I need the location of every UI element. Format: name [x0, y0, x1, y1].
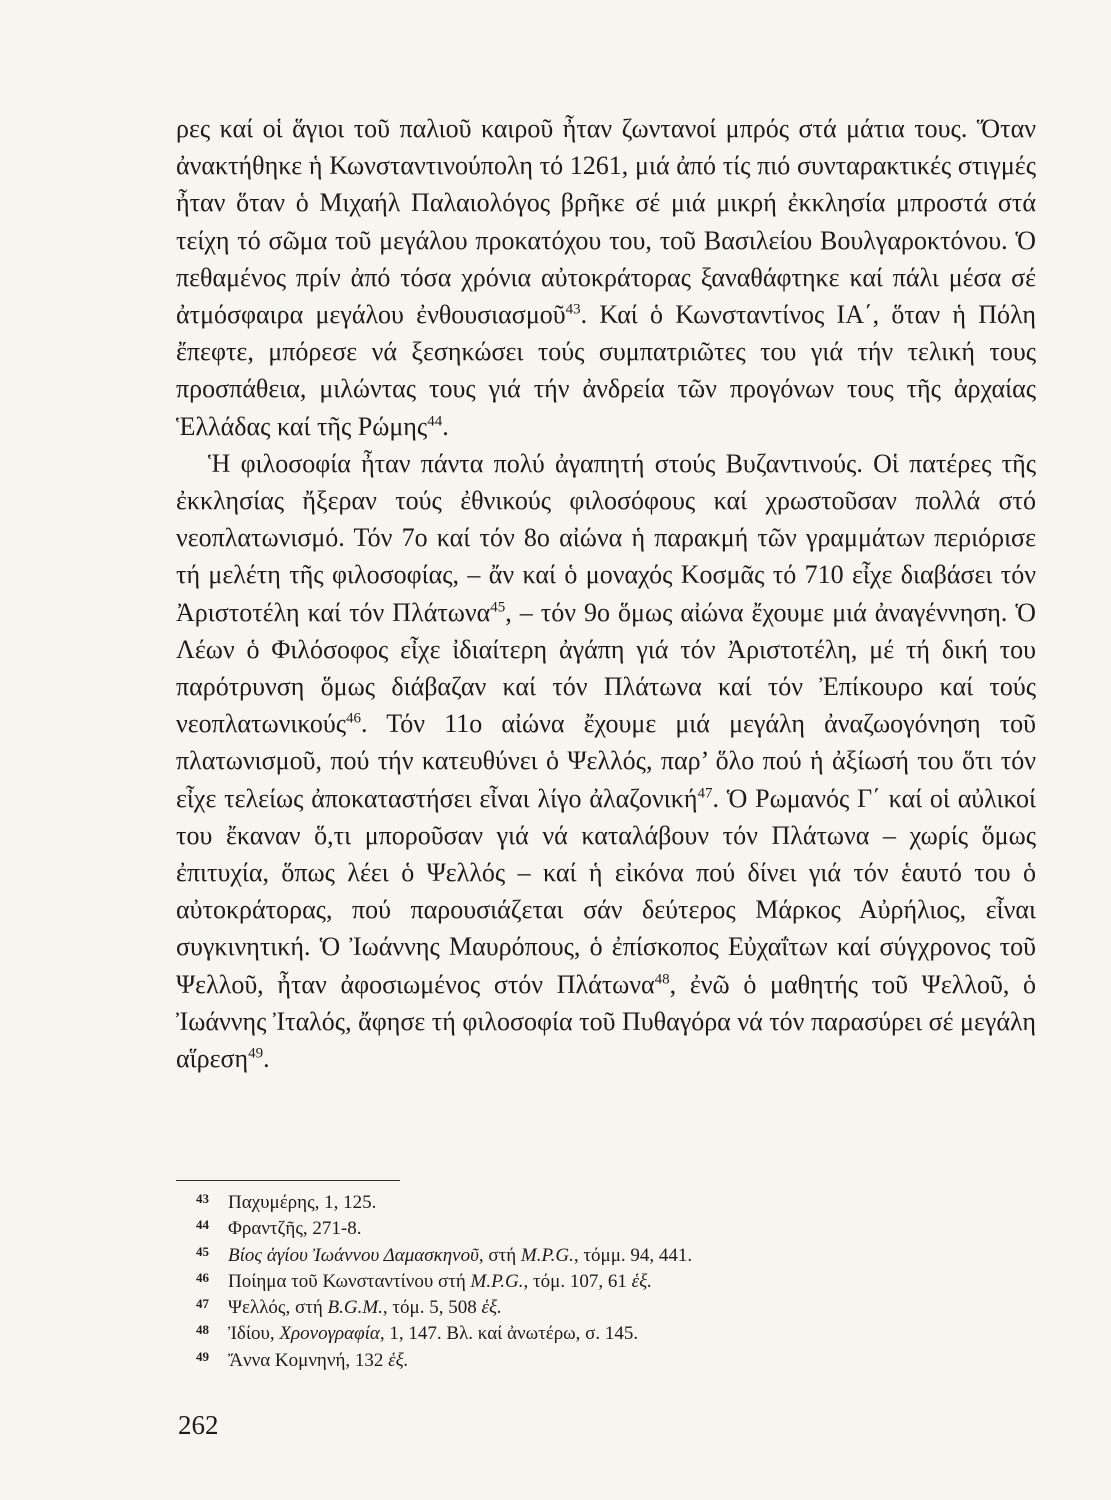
footnote-number: 46 [196, 1269, 209, 1285]
footnote-text [228, 1323, 638, 1344]
footnote-ref-46[interactable]: 46 [346, 710, 362, 727]
footnote-text [228, 1350, 409, 1371]
footnote-text [228, 1245, 692, 1266]
footnote-ref-43[interactable]: 43 [565, 301, 581, 318]
text-run: , τόμ. 107, 61 [523, 1270, 632, 1292]
footnote-45 [196, 1243, 1008, 1269]
text-run: ρες καί οἱ ἅγιοι τοῦ παλιοῦ καιροῦ ἦταν ζωντανοί μπρός στά μάτια τους. Ὅταν ἀνακτήθηκε ἡ Κωνσταντινούπολη τό 1261, μιά ἀπό τίς πιό συνταρακτικές στιγμές ἦταν ὅταν ὁ Μιχαήλ Παλαιολόγος βρῆκε σέ μιά μικρή ἐκκλησία μπροστά στά τείχη τό σῶμα τοῦ μεγάλου προκατόχου του, τοῦ Βασιλείου Βουλγαροκτόνου. Ὁ πεθαμένος πρίν ἀπό τόσα χρόνια αὐτοκράτορας ξαναθάφτηκε καί πάλι μέσα σέ ἀτμόσφαιρα μεγάλου ἐνθουσιασμοῦ [176, 114, 1036, 330]
text-run: . Τόν 11ο αἰώνα ἔχουμε μιά μεγάλη ἀναζωογόνηση τοῦ πλατωνισμοῦ, πού τήν κατευθύνει ὁ Ψελλός, παρ’ ὅλο πού ἡ ἀξίωσή του ὅτι τόν εἶχε τελείως ἀποκαταστήσει εἶναι λίγο ἀλαζονική [176, 709, 1036, 813]
text-run: , 1, 147. Βλ. καί ἀνωτέρω, σ. 145. [379, 1323, 639, 1345]
text-run: Ἰδίου, [228, 1323, 280, 1345]
page-number: 262 [178, 1410, 219, 1440]
footnote-number: 44 [196, 1217, 209, 1233]
footnote-49 [196, 1348, 1008, 1374]
text-run: , – τόν 9ο ὅμως αἰώνα ἔχουμε μιά ἀναγέννηση. Ὁ Λέων ὁ Φιλόσοφος εἶχε ἰδιαίτερη ἀγάπη γιά τόν Ἀριστοτέλη, μέ τή δική του παρότρυνση ὅμως διάβαζαν καί τόν Πλάτωνα καί τόν Ἐπίκουρο καί τούς νεοπλατωνικούς [176, 597, 1036, 739]
text-run: , τόμ. 5, 508 [382, 1297, 482, 1319]
footnote-number: 49 [196, 1348, 209, 1364]
text-run: . [442, 411, 449, 441]
footnote-44 [196, 1216, 1008, 1242]
text-run: , στή [478, 1244, 521, 1266]
footnote-48 [196, 1321, 1008, 1347]
italic-title: M.P.G. [520, 1244, 574, 1266]
italic-title: ἑξ. [388, 1349, 409, 1371]
text-run: Ἄννα Κομνηνή, 132 [228, 1349, 389, 1371]
footnotes-list [196, 1190, 1008, 1374]
footnote-number: 48 [196, 1322, 209, 1338]
page-body [176, 110, 1036, 1077]
text-run: . Ὁ Ρωμανός Γ΄ καί οἱ αὐλικοί του ἔκαναν ὅ,τι μποροῦσαν γιά νά καταλάβουν τόν Πλάτωνα – χωρίς ὅμως ἐπιτυχία, ὅπως λέει ὁ Ψελλός – καί ἡ εἰκόνα πού δίνει γιά τόν ἑαυτό του ὁ αὐτοκράτορας, πού παρουσιάζεται σάν δεύτερος Μάρκος Αὐρήλιος, εἶναι συγκινητική. Ὁ Ἰωάννης Μαυρόπους, ὁ ἐπίσκοπος Εὐχαΐτων καί σύγχρονος τοῦ Ψελλοῦ, ἦταν ἀφοσιωμένος στόν Πλάτωνα [176, 783, 1036, 999]
text-run: Φραντζῆς, 271-8. [228, 1218, 362, 1240]
text-run: , ἐνῶ ὁ μαθητής τοῦ Ψελλοῦ, ὁ Ἰωάννης Ἰταλός, ἄφησε τή φιλοσοφία τοῦ Πυθαγόρα νά τόν παρασύρει σέ μεγάλη αἵρεση [176, 969, 1037, 1074]
text-run: . Καί ὁ Κωνσταντίνος ΙΑ΄, ὅταν ἡ Πόλη ἔπεφτε, μπόρεσε νά ξεσηκώσει τούς συμπατριῶτες του γιά τήν τελική τους προσπάθεια, μιλώντας τους γιά τήν ἀνδρεία τῶν προγόνων τους τῆς ἀρχαίας Ἑλλάδας καί τῆς Ρώμης [176, 300, 1037, 441]
footnote-ref-48[interactable]: 48 [654, 971, 670, 988]
footnote-ref-44[interactable]: 44 [427, 412, 443, 429]
text-run: Ἡ φιλοσοφία ἦταν πάντα πολύ ἀγαπητή στούς Βυζαντινούς. Οἱ πατέρες τῆς ἐκκλησίας ἤξεραν τούς ἐθνικούς φιλοσόφους καί χρωστοῦσαν πολλά στό νεοπλατωνισμό. Τόν 7ο καί τόν 8ο αἰώνα ἡ παρακμή τῶν γραμμάτων περιόρισε τή μελέτη τῆς φιλοσοφίας, – ἄν καί ὁ μοναχός Κοσμᾶς τό 710 εἶχε διαβάσει τόν Ἀριστοτέλη καί τόν Πλάτωνα [176, 448, 1036, 627]
text-run: Παχυμέρης, 1, 125. [228, 1192, 377, 1213]
footnote-ref-47[interactable]: 47 [697, 785, 713, 801]
italic-title: Χρονογραφία [279, 1323, 380, 1345]
text-run: . [263, 1044, 270, 1074]
footnote-text [228, 1271, 652, 1292]
italic-title: B.G.M. [327, 1297, 383, 1319]
italic-title: M.P.G. [470, 1270, 524, 1292]
footnote-47 [196, 1295, 1008, 1321]
footnote-divider [176, 1180, 400, 1181]
footnote-text [228, 1297, 502, 1318]
footnote-ref-45[interactable]: 45 [490, 598, 506, 615]
footnote-number: 47 [196, 1296, 209, 1312]
text-run: Ποίημα τοῦ Κωνσταντίνου στή [228, 1270, 471, 1292]
paragraph-1 [176, 110, 1036, 445]
footnote-text [228, 1218, 361, 1239]
italic-title: ἑξ. [631, 1270, 652, 1292]
paragraph-2 [176, 445, 1036, 1077]
footnote-46 [196, 1269, 1008, 1295]
footnote-ref-49[interactable]: 49 [248, 1045, 264, 1062]
footnote-text [228, 1192, 376, 1213]
text-run: Ψελλός, στή [228, 1297, 328, 1319]
text-run: , τόμμ. 94, 441. [573, 1244, 693, 1266]
footnote-number: 45 [196, 1243, 209, 1259]
italic-title: ἑξ. [481, 1297, 502, 1319]
footnote-number: 43 [196, 1191, 209, 1206]
footnote-43 [196, 1190, 1008, 1216]
italic-title: Βίος ἁγίου Ἰωάννου Δαμασκηνοῦ [228, 1244, 479, 1266]
